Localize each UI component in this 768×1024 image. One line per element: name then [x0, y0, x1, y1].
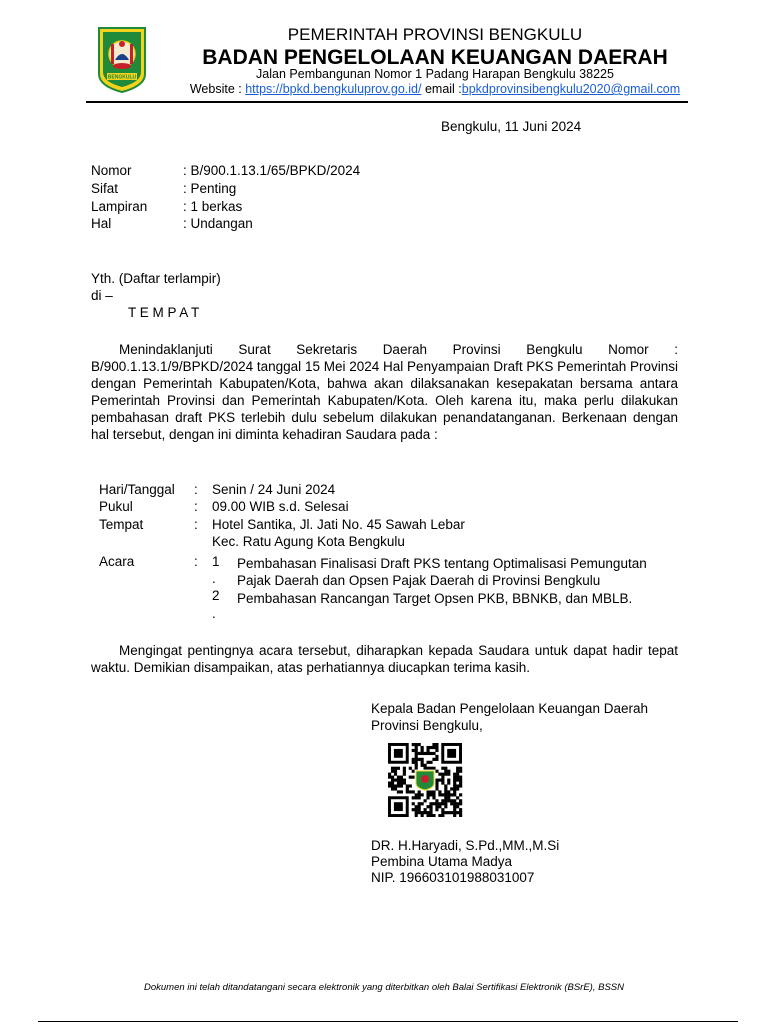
recipient-line: Yth. (Daftar terlampir) — [91, 271, 221, 286]
agenda-item-dot: . — [212, 571, 216, 586]
event-day-value: Senin / 24 Juni 2024 — [212, 482, 336, 497]
e-signature-footer-note: Dokumen ini telah ditandatangani secara elektronik yang diterbitkan oleh Balai Sertifikasi Elektronik (BSrE), BSSN — [144, 982, 624, 993]
signatory-nip: NIP. 196603101988031007 — [371, 870, 535, 885]
meta-label-nomor: Nomor — [91, 163, 132, 178]
meta-value-nomor: : B/900.1.13.1/65/BPKD/2024 — [183, 163, 361, 178]
email-link[interactable]: bpkdprovinsibengkulu2020@gmail.com — [461, 82, 681, 96]
agenda-item-number: 2 — [212, 588, 220, 603]
event-day-label: Hari/Tanggal — [99, 482, 175, 497]
meta-value-lampiran: : 1 berkas — [183, 199, 243, 214]
event-place-value-2: Kec. Ratu Agung Kota Bengkulu — [212, 534, 405, 549]
letter-date: Bengkulu, 11 Juni 2024 — [441, 119, 582, 134]
letterhead-divider — [86, 101, 688, 103]
recipient-place: T E M P A T — [128, 305, 200, 320]
agenda-item-dot: . — [212, 606, 216, 621]
meta-label-hal: Hal — [91, 216, 112, 231]
event-day-colon: : — [194, 482, 198, 497]
website-label: Website : — [189, 82, 246, 96]
agency-address: Jalan Pembangunan Nomor 1 Padang Harapan Bengkulu 38225 — [256, 67, 614, 81]
event-time-value: 09.00 WIB s.d. Selesai — [212, 499, 349, 514]
meta-label-lampiran: Lampiran — [91, 199, 148, 214]
event-place-value-1: Hotel Santika, Jl. Jati No. 45 Sawah Lebar — [212, 517, 465, 532]
agenda-item-number: 1 — [212, 554, 220, 569]
body-paragraph: Menindaklanjuti Surat Sekretaris Daerah Provinsi Bengkulu Nomor : B/900.1.13.1/9/BPKD/2024 tanggal 15 Mei 2024 Hal Penyampaian Draft PKS Pemerintah Provinsi dengan Pemerintah Kabupaten/Kota, bahwa akan dilaksanakan kesepakatan bersama antara Pemerintah Provinsi dan Pemerintah Kabupaten/Kota. Oleh karena itu, maka perlu dilakukan pembahasan draft PKS terlebih dulu sebelum dilakukan penandatanganan. Berkenaan dengan hal tersebut, dengan ini diminta kehadiran Saudara pada : — [91, 342, 678, 442]
footer-divider — [38, 1021, 738, 1022]
contact-line — [160, 82, 710, 97]
event-place-colon: : — [194, 517, 198, 532]
agency-name: BADAN PENGELOLAAN KEUANGAN DAERAH — [202, 46, 668, 69]
agenda-item-text-line1: Pembahasan Rancangan Target Opsen PKB, BBNKB, dan MBLB. — [237, 591, 633, 606]
electronic-signature-qr-code — [387, 743, 463, 817]
meta-value-hal: : Undangan — [183, 216, 253, 231]
email-label: email : — [421, 82, 462, 96]
website-link[interactable]: https://bpkd.bengkuluprov.go.id/ — [245, 82, 422, 96]
event-place-label: Tempat — [99, 517, 144, 532]
agenda-item-text-line2: Pajak Daerah dan Opsen Pajak Daerah di Provinsi Bengkulu — [237, 573, 601, 588]
recipient-location-prefix: di – — [91, 288, 113, 303]
meta-value-sifat: : Penting — [183, 181, 237, 196]
signatory-title-line2: Provinsi Bengkulu, — [371, 718, 483, 733]
emblem-banner-text: BENGKULU — [107, 74, 137, 81]
event-time-label: Pukul — [99, 499, 133, 514]
event-time-colon: : — [194, 499, 198, 514]
signatory-name: DR. H.Haryadi, S.Pd.,MM.,M.Si — [371, 838, 560, 853]
event-agenda-label: Acara — [99, 554, 135, 569]
closing-paragraph: Mengingat pentingnya acara tersebut, diharapkan kepada Saudara untuk dapat hadir tepat waktu. Demikian disampaikan, atas perhatiannya diucapkan terima kasih. — [91, 643, 678, 675]
government-name: PEMERINTAH PROVINSI BENGKULU — [287, 25, 583, 44]
agenda-item-text-line1: Pembahasan Finalisasi Draft PKS tentang Optimalisasi Pemungutan — [237, 556, 647, 571]
event-agenda-colon: : — [194, 554, 198, 569]
signatory-rank: Pembina Utama Madya — [371, 854, 513, 869]
bengkulu-province-emblem — [97, 26, 147, 94]
signatory-title-line1: Kepala Badan Pengelolaan Keuangan Daerah — [371, 701, 648, 716]
meta-label-sifat: Sifat — [91, 181, 119, 196]
